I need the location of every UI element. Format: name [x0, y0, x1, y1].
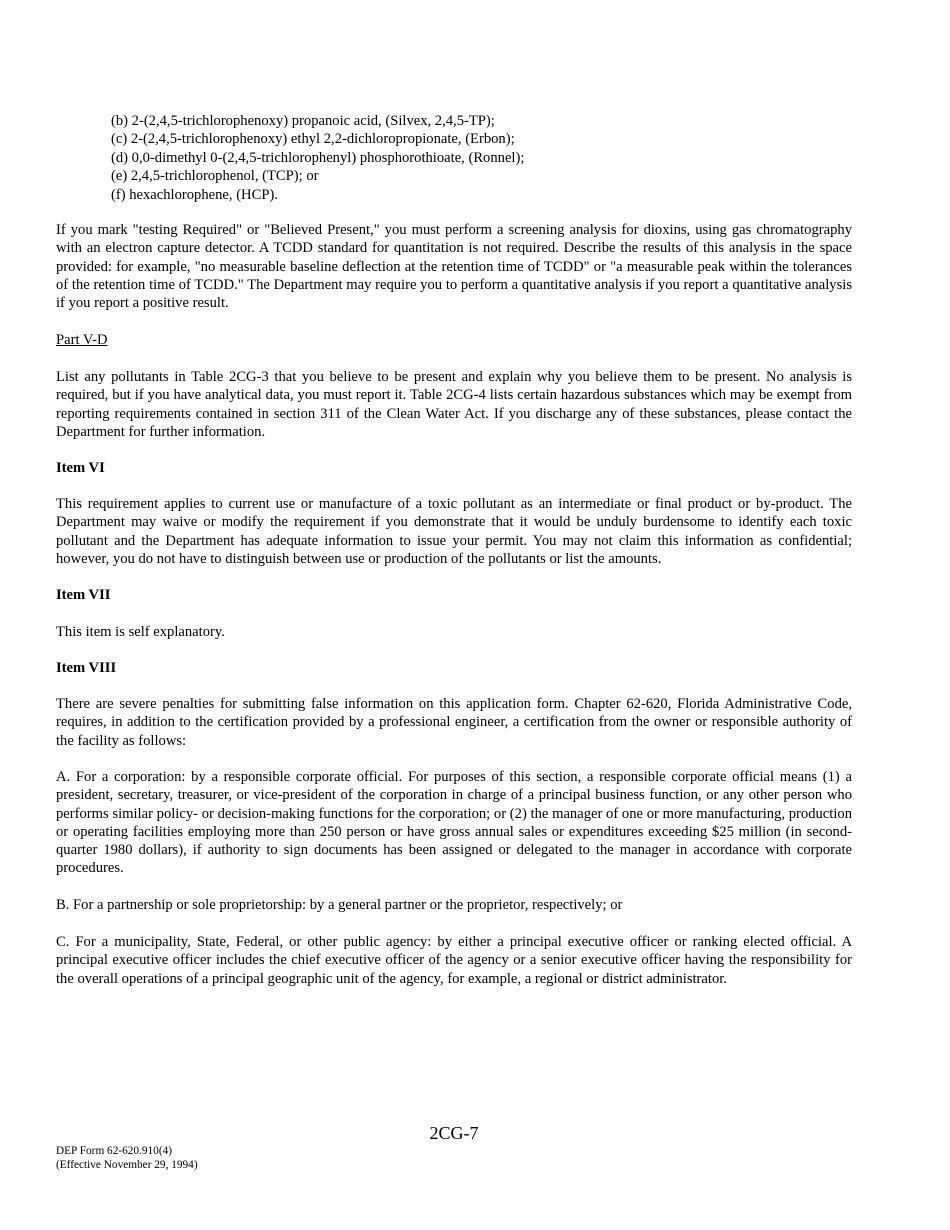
footer — [56, 1145, 198, 1172]
item-viii-heading: Item VIII — [56, 660, 117, 676]
item-viii-public-agency: C. For a municipality, State, Federal, or other public agency: by either a principal executive officer or ranking elected official. A principal executive officer includes the chief executive officer of the agency or a senior executive officer having the responsibility for the overall operations of a principal geographic unit of the agency, for example, a regional or district administrator. — [56, 934, 852, 987]
item-viii-partnership: B. For a partnership or sole proprietorship: by a general partner or the proprietor, respectively; or — [56, 897, 623, 913]
item-viii-corporation: A. For a corporation: by a responsible corporate official. For purposes of this section, a responsible corporate official means (1) a president, secretary, treasurer, or vice-president of the corporation in charge of a principal business function, or any other person who performs similar policy- or decision-making functions for the corporation; or (2) the manager of one or more manufacturing, production or operating facilities employing more than 250 person or have gross annual sales or expenditures exceeding $25 million (in second-quarter 1980 dollars), if authority to sign documents has been assigned or delegated to the manager in accordance with corporate procedures. — [56, 769, 852, 877]
item-vii-heading: Item VII — [56, 587, 111, 603]
effective-date: (Effective November 29, 1994) — [56, 1158, 198, 1171]
part-vd-paragraph: List any pollutants in Table 2CG-3 that you believe to be present and explain why you believe them to be present. No analysis is required, but if you have analytical data, you must report it. Table 2CG-4 lists certain hazardous substances which may be exempt from reporting requirements contained in section 311 of the Clean Water Act. If you discharge any of these substances, please contact the Department for further information. — [56, 369, 852, 440]
item-vii-paragraph: This item is self explanatory. — [56, 624, 225, 640]
item-vi-paragraph: This requirement applies to current use or manufacture of a toxic pollutant as an intermediate or final product or by-product. The Department may waive or modify the requirement if you demonstrate that it would be unduly burdensome to identify each toxic pollutant and the Department has adequate information to issue your permit. You may not claim this information as confidential; however, you do not have to distinguish between use or production of the pollutants or list the amounts. — [56, 496, 852, 567]
list-item: (f) hexachlorophene, (HCP). — [111, 186, 278, 203]
chemical-list — [111, 112, 871, 204]
part-vd-heading: Part V-D — [56, 332, 108, 348]
page-number: 2CG-7 — [429, 1123, 479, 1143]
item-vi-heading: Item VI — [56, 460, 105, 476]
list-item: (e) 2,4,5-trichlorophenol, (TCP); or — [111, 168, 319, 185]
dioxin-paragraph: If you mark "testing Required" or "Believed Present," you must perform a screening analysis for dioxins, using gas chromatography with an electron capture detector. A TCDD standard for quantitation is not required. Describe the results of this analysis in the space provided: for example, "no measurable baseline deflection at the retention time of TCDD" or "a measurable peak within the tolerances of the retention time of TCDD." The Department may require you to perform a quantitative analysis if you report a quantitative analysis if you report a positive result. — [56, 222, 852, 312]
item-viii-intro: There are severe penalties for submitting false information on this application form. Chapter 62-620, Florida Administrative Code, requires, in addition to the certification provided by a professional engineer, a certification from the owner or responsible authority of the facility as follows: — [56, 696, 852, 749]
list-item: (b) 2-(2,4,5-trichlorophenoxy) propanoic acid, (Silvex, 2,4,5-TP); — [111, 113, 495, 129]
form-number: DEP Form 62-620.910(4) — [56, 1145, 172, 1157]
list-item: (c) 2-(2,4,5-trichlorophenoxy) ethyl 2,2-dichloropropionate, (Erbon); — [111, 131, 515, 148]
list-item: (d) 0,0-dimethyl 0-(2,4,5-trichlorophenyl) phosphorothioate, (Ronnel); — [111, 149, 525, 166]
